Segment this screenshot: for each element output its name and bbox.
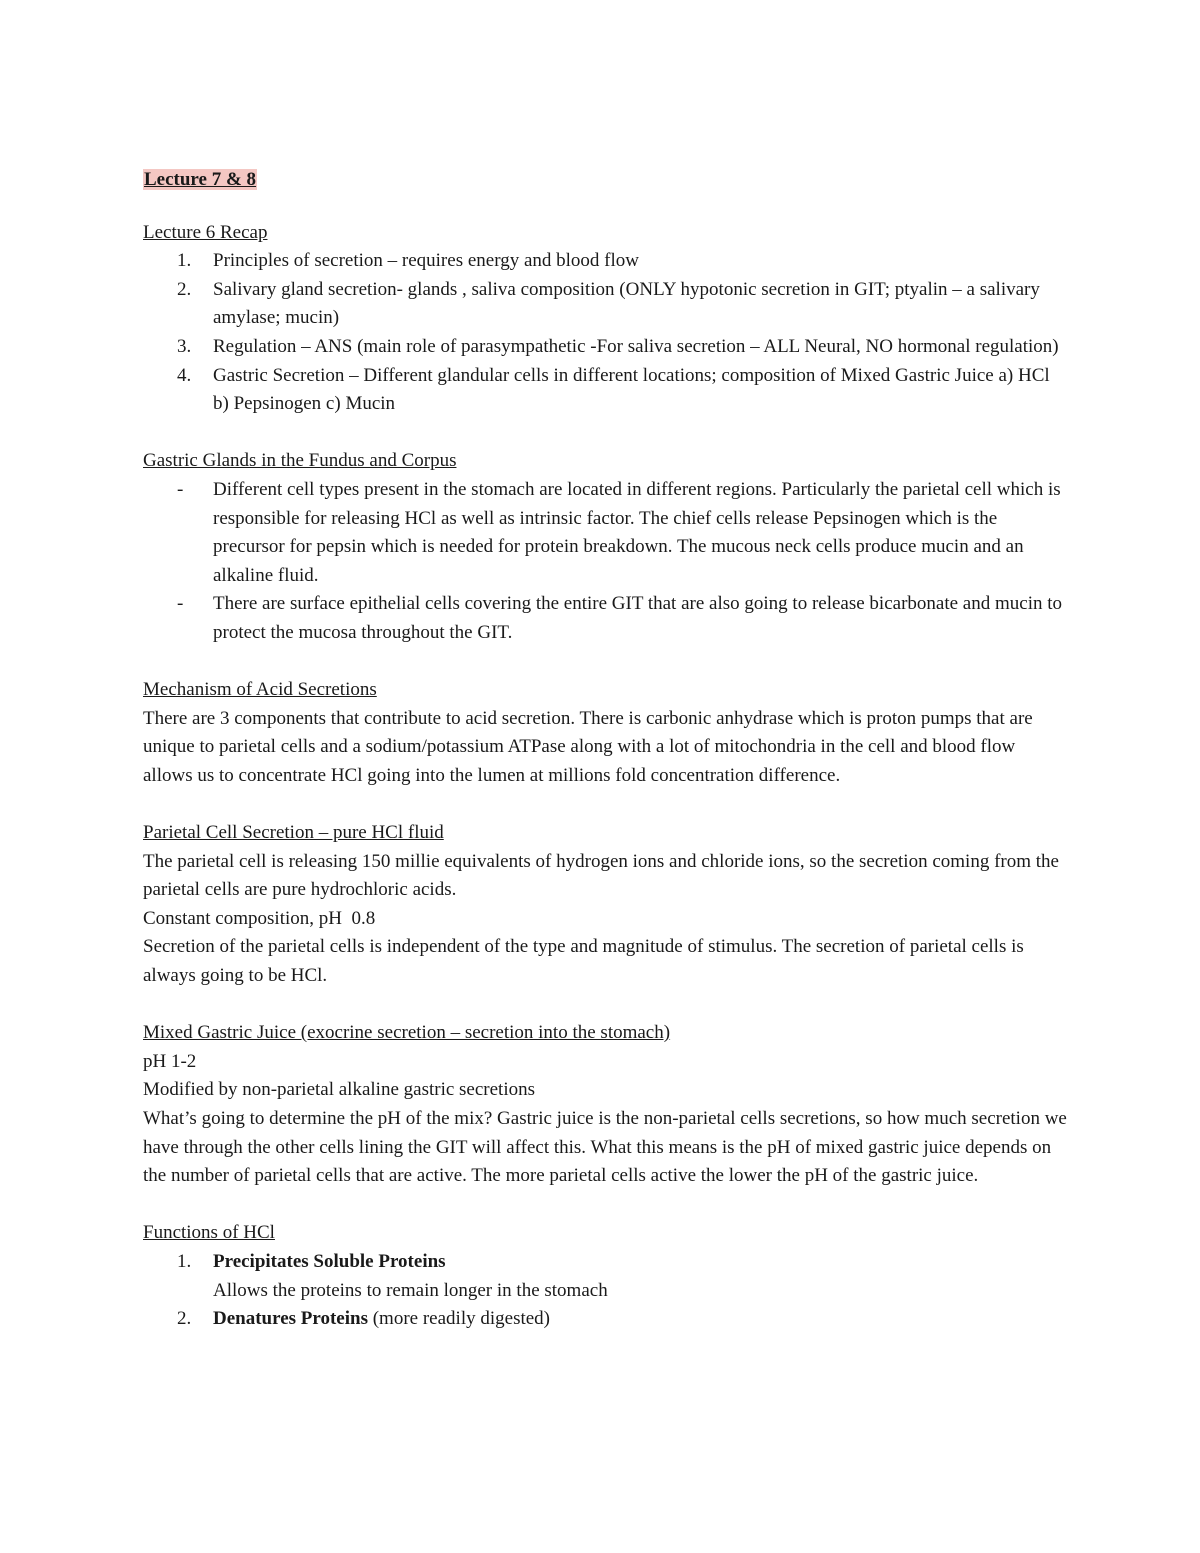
function-title: Precipitates Soluble Proteins [213,1250,446,1272]
list-item-text: Regulation – ANS (main role of parasympathetic -For saliva secretion – ALL Neural, NO hormonal regulation) [213,335,1059,357]
list-item [143,476,1068,590]
glands-list [143,476,1068,648]
recap-heading: Lecture 6 Recap [143,221,268,243]
recap-list [143,247,1068,419]
list-item [143,247,1068,276]
list-item-text: Different cell types present in the stomach are located in different regions. Particularly the parietal cell which is responsible for releasing HCl as well as intrinsic factor. The chief cells release Pepsinogen which is the precursor for pepsin which is needed for protein breakdown. The mucous neck cells produce mucin and an alkaline fluid. [213,478,1061,586]
mixed-juice-paragraph: What’s going to determine the pH of the mix? Gastric juice is the non-parietal cells secretions, so how much secretion we have through the other cells lining the GIT will affect this. What this means is the pH of mixed gastric juice depends on the number of parietal cells that are active. The more parietal cells active the lower the pH of the gastric juice. [143,1108,1067,1187]
parietal-section [143,819,1068,991]
list-item [143,1305,1068,1334]
functions-list [143,1248,1068,1334]
document-title-block [143,166,1068,195]
glands-heading: Gastric Glands in the Fundus and Corpus [143,450,457,472]
list-item-text: Salivary gland secretion- glands , saliva composition (ONLY hypotonic secretion in GIT; ptyalin – a salivary amylase; mucin) [213,278,1040,329]
parietal-paragraph: The parietal cell is releasing 150 millie equivalents of hydrogen ions and chloride ions, so the secretion coming from the parietal cells are pure hydrochloric acids. [143,850,1059,901]
mixed-juice-ph: pH 1-2 [143,1050,197,1072]
mechanism-heading: Mechanism of Acid Secretions [143,679,377,701]
mechanism-paragraph: There are 3 components that contribute to acid secretion. There is carbonic anhydrase which is proton pumps that are unique to parietal cells and a sodium/potassium ATPase along with a lot of mitochondria in the cell and blood flow allows us to concentrate HCl going into the lumen at millions fold concentration difference. [143,707,1033,786]
list-item [143,590,1068,647]
dash-marker: - [177,478,184,500]
function-description: Allows the proteins to remain longer in the stomach [213,1279,608,1301]
list-number: 1. [177,250,192,272]
mechanism-section [143,676,1068,790]
mixed-juice-heading: Mixed Gastric Juice (exocrine secretion – secretion into the stomach) [143,1022,671,1044]
list-item [143,1248,1068,1305]
functions-section [143,1219,1068,1333]
document-body [143,166,1068,1334]
parietal-independence: Secretion of the parietal cells is independent of the type and magnitude of stimulus. The secretion of parietal cells is always going to be HCl. [143,936,1024,987]
list-number: 1. [177,1250,192,1272]
list-item [143,276,1068,333]
list-item-text: There are surface epithelial cells covering the entire GIT that are also going to release bicarbonate and mucin to protect the mucosa throughout the GIT. [213,593,1062,643]
list-number: 4. [177,364,192,386]
parietal-heading: Parietal Cell Secretion – pure HCl fluid [143,822,444,844]
list-item-text: Principles of secretion – requires energy and blood flow [213,250,639,272]
list-number: 3. [177,335,192,357]
function-title: Denatures Proteins [213,1308,368,1330]
mixed-juice-section [143,1019,1068,1191]
list-item-text: Gastric Secretion – Different glandular cells in different locations; composition of Mixed Gastric Juice a) HCl b) Pepsinogen c) Mucin [213,364,1050,415]
list-number: 2. [177,278,192,300]
document-title: Lecture 7 & 8 [144,169,257,190]
recap-section [143,219,1068,419]
functions-heading: Functions of HCl [143,1222,275,1244]
dash-marker: - [177,593,184,615]
parietal-composition: Constant composition, pH 0.8 [143,907,376,929]
function-note: (more readily digested) [367,1308,550,1330]
list-item [143,362,1068,419]
glands-section [143,447,1068,647]
list-number: 2. [177,1308,192,1330]
mixed-juice-modifier: Modified by non-parietal alkaline gastric secretions [143,1079,536,1101]
list-item [143,333,1068,362]
